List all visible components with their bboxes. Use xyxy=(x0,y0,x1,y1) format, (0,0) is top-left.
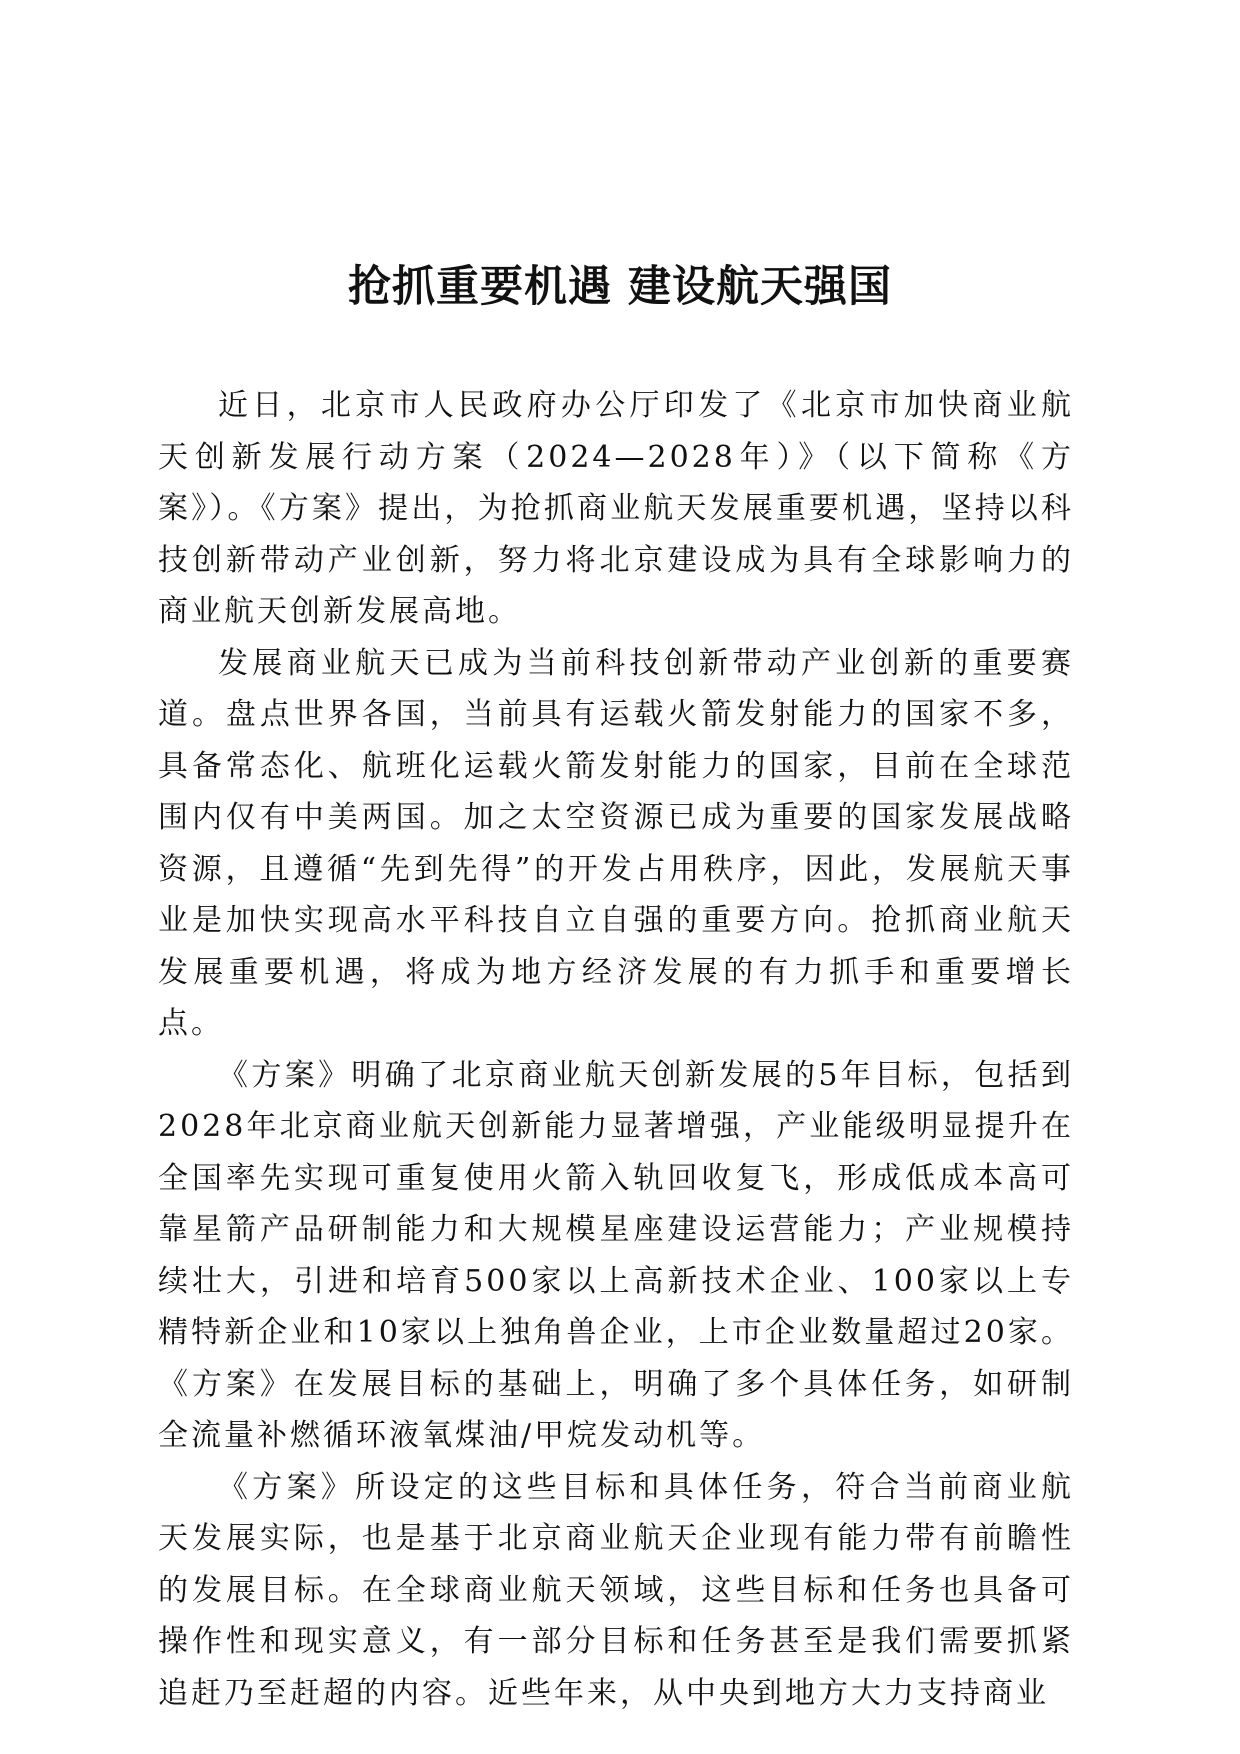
paragraph-2: 发展商业航天已成为当前科技创新带动产业创新的重要赛道。盘点世界各国，当前具有运载火箭发射能力的国家不多，具备常态化、航班化运载火箭发射能力的国家，目前在全球范围内仅有中美两国。加之太空资源已成为重要的国家发展战略资源，且遵循“先到先得”的开发占用秩序，因此，发展航天事业是加快实现高水平科技自立自强的重要方向。抢抓商业航天发展重要机遇，将成为地方经济发展的有力抓手和重要增长点。 xyxy=(158,645,1074,1041)
paragraph-4: 《方案》所设定的这些目标和具体任务，符合当前商业航天发展实际，也是基于北京商业航天企业现有能力带有前瞻性的发展目标。在全球商业航天领域，这些目标和任务也具备可操作性和现实意义，有一部分目标和任务甚至是我们需要抓紧追赶乃至赶超的内容。近些年来，从中央到地方大力支持商业 xyxy=(158,1469,1074,1711)
paragraph-1: 近日，北京市人民政府办公厅印发了《北京市加快商业航天创新发展行动方案（2024—2028年）》（以下简称《方案》）。《方案》提出，为抢抓商业航天发展重要机遇，坚持以科技创新带动产业创新，努力将北京建设成为具有全球影响力的商业航天创新发展高地。 xyxy=(158,388,1074,629)
paragraph-3: 《方案》明确了北京商业航天创新发展的5年目标，包括到2028年北京商业航天创新能力显著增强，产业能级明显提升在全国率先实现可重复使用火箭入轨回收复飞，形成低成本高可靠星箭产品研制能力和大规模星座建设运营能力；产业规模持续壮大，引进和培育500家以上高新技术企业、100家以上专精特新企业和10家以上独角兽企业，上市企业数量超过20家。《方案》在发展目标的基础上，明确了多个具体任务，如研制全流量补燃循环液氧煤油/甲烷发动机等。 xyxy=(158,1057,1074,1453)
page-title: 抢抓重要机遇 建设航天强国 xyxy=(348,262,892,312)
document-body xyxy=(158,380,1074,1719)
